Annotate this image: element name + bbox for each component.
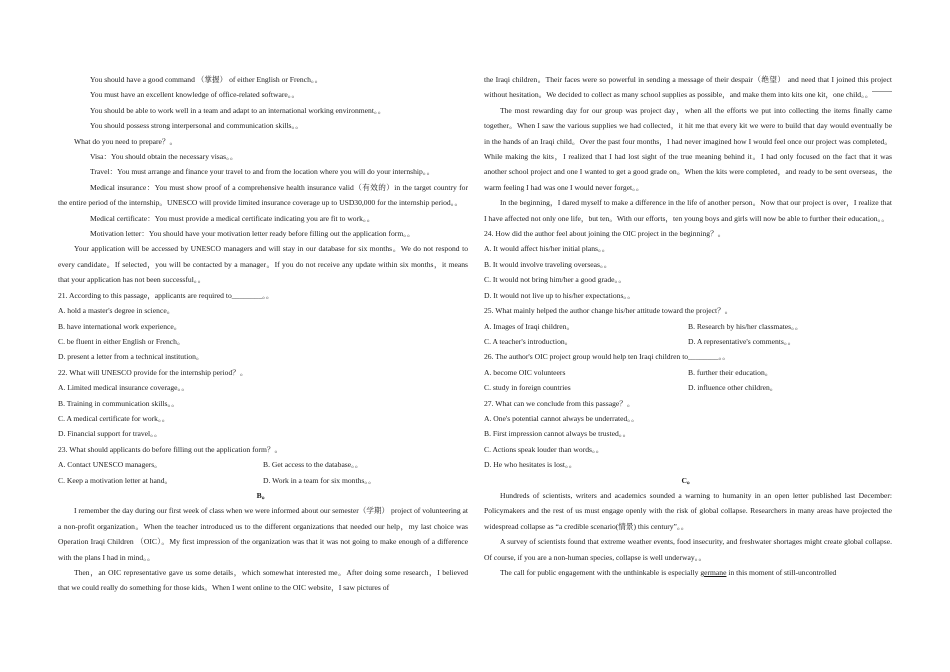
q21-option-d[interactable]: D. present a letter from a technical institution。 [58, 352, 204, 362]
q24-option-a[interactable]: A. It would affect his/her initial plans。。 [484, 244, 610, 254]
q23-option-a[interactable]: A. Contact UNESCO managers。 [58, 460, 162, 470]
q25-options-row-1 [484, 319, 892, 334]
prepare-visa: Visa：You should obtain the necessary visas。。 [90, 152, 238, 162]
passage-b-paragraph-2-continued: the Iraqi children。Their faces were so powerful in sending a message of their despair（绝望） and need that I joined this project without hesitation。We decided to collect as many school supplies as possible，and make them into kits one kit，one child。。 [484, 75, 892, 100]
q23-option-b[interactable]: B. Get access to the database。。 [263, 460, 363, 470]
question-22: 22. What will UNESCO provide for the internship period？。 [58, 367, 248, 377]
left-column [58, 72, 468, 596]
question-23: 23. What should applicants do before filling out the application form？。 [58, 444, 283, 454]
q24-option-c[interactable]: C. It would not bring him/her a good grade。。 [484, 275, 626, 285]
q21-option-c[interactable]: C. be fluent in either English or French。 [58, 336, 185, 346]
q25-option-b[interactable]: B. Research by his/her classmates。。 [688, 321, 803, 331]
q22-option-a[interactable]: A. Limited medical insurance coverage。。 [58, 383, 189, 393]
prepare-medical-certificate: Medical certificate：You must provide a medical certificate indicating you are fit to work。。 [90, 213, 375, 223]
prepare-medical-insurance: Medical insurance：You must show proof of a comprehensive health insurance valid（有效的）in the target country for the entire period of the internship。UNESCO will provide limited insurance coverage up to USD30,000 for the internship period。。 [58, 182, 468, 208]
q26-option-c[interactable]: C. study in foreign countries [484, 383, 571, 393]
section-b-heading: B。 [256, 490, 270, 500]
q21-option-b[interactable]: B. have international work experience。 [58, 321, 182, 331]
prepare-heading: What do you need to prepare？。 [74, 136, 178, 146]
requirement-teamwork: You should be able to work well in a team and adapt to an international working environment。。 [90, 105, 386, 115]
question-24: 24. How did the author feel about joining the OIC project in the beginning？。 [484, 229, 726, 239]
q23-option-c[interactable]: C. Keep a motivation letter at hand。 [58, 475, 173, 485]
passage-c-paragraph-1: Hundreds of scientists, writers and academics sounded a warning to humanity in an open letter published last December: Policymakers and the rest of us must engage openly with the risk of global collapse. Researchers in many areas have projected the widespread collapse as “a credible scenario(情景) this century”。。 [484, 490, 892, 531]
q22-option-b[interactable]: B. Training in communication skills。。 [58, 398, 179, 408]
q25-option-d[interactable]: D. A representative's comments。。 [688, 336, 796, 346]
question-25: 25. What mainly helped the author change his/her attitude toward the project？。 [484, 306, 733, 316]
q23-options-row-2 [58, 473, 468, 488]
q27-option-a[interactable]: A. One's potential cannot always be underrated。。 [484, 413, 639, 423]
q21-option-a[interactable]: A. hold a master's degree in science。 [58, 306, 175, 316]
passage-c-paragraph-3: The call for public engagement with the unthinkable is especially germane in this moment of still-uncontrolled [500, 568, 837, 577]
q25-option-c[interactable]: C. A teacher's introduction。 [484, 336, 573, 346]
requirement-software: You must have an excellent knowledge of office-related software。。 [90, 90, 300, 100]
right-column [484, 72, 892, 580]
q23-options-row-1 [58, 457, 468, 472]
application-notice: Your application will be accessed by UNESCO managers and will stay in our database for six months。We do not respond to every candidate。If selected，you will be contacted by a manager。If you do not receive any update within six months，it means that your application has not been successful。。 [58, 244, 468, 285]
q27-option-d[interactable]: D. He who hesitates is lost。。 [484, 460, 577, 470]
requirement-language: You should have a good command （掌握） of either English or French。。 [90, 75, 323, 84]
q24-option-d[interactable]: D. It would not live up to his/her expectations。。 [484, 290, 635, 300]
q26-option-d[interactable]: D. influence other children。 [688, 383, 778, 393]
q25-options-row-2 [484, 334, 892, 349]
q26-option-b[interactable]: B. further their education。 [688, 367, 773, 377]
passage-c-paragraph-2: A survey of scientists found that extreme weather events, food insecurity, and freshwater shortages might create global collapse. Of course, if you are a non-human species, collapse is well underway。。 [484, 537, 892, 562]
passage-b-paragraph-2: Then，an OIC representative gave us some details，which somewhat interested me。After doing some research，I believed that we could really do something for those kids。When I went online to the OIC website，I saw pictures of [58, 568, 468, 593]
requirement-skills: You should possess strong interpersonal and communication skills。。 [90, 121, 303, 131]
prepare-motivation-letter: Motivation letter：You should have your motivation letter ready before filling out the application form。。 [90, 229, 415, 239]
question-27: 27. What can we conclude from this passage？。 [484, 398, 635, 408]
section-c-heading: C。 [681, 475, 695, 485]
margin-rule [872, 91, 892, 92]
q26-options-row-1 [484, 365, 892, 380]
passage-b-paragraph-1: I remember the day during our first week of class when we were informed about our semester（学期） project of volunteering at a non-profit organization。When the teacher introduced us to the different organizations that needed our help，my last choice was Operation Iraqi Children （OIC）。My first impression of the organization was that it was not going to make enough of a difference with the plans I had in mind。。 [58, 506, 468, 562]
passage-b-paragraph-4: In the beginning，I dared myself to make a difference in the life of another person。Now that our project is over，I realize that I have affected not only one life，but ten。With our efforts，ten young boys and girls will now be able to further their education。。 [484, 198, 892, 223]
q22-option-d[interactable]: D. Financial support for travel。。 [58, 429, 162, 439]
q25-option-a[interactable]: A. Images of Iraqi children。 [484, 321, 575, 331]
q22-option-c[interactable]: C. A medical certificate for work。。 [58, 413, 170, 423]
underlined-word-germane: germane [700, 568, 727, 577]
q27-option-b[interactable]: B. First impression cannot always be trusted。。 [484, 429, 631, 439]
passage-b-paragraph-3: The most rewarding day for our group was project day，when all the efforts we put into collecting the items finally came together。When I saw the various supplies we had collected，it hit me that every kit we were to build that day would eventually be in the hands of an Iraqi child。Over the past four months，I had never imagined how I would feel once our project was completed。While making the kits，I realized that I had lost sight of the true meaning behind it。I had only focused on the fact that it was another school project and one I wanted to get a good grade on。When the kits were completed，and ready to be sent overseas，the warm feeling I had was one I would never forget。。 [484, 105, 892, 192]
question-21: 21. According to this passage，applicants are required to________。。 [58, 290, 274, 300]
q26-option-a[interactable]: A. become OIC volunteers [484, 367, 566, 377]
question-26: 26. The author's OIC project group would help ten Iraqi children to________。。 [484, 352, 730, 362]
q27-option-c[interactable]: C. Actions speak louder than words。。 [484, 444, 604, 454]
prepare-travel: Travel：You must arrange and finance your travel to and from the location where you will do your internship。。 [90, 167, 435, 177]
q24-option-b[interactable]: B. It would involve traveling overseas。。 [484, 259, 612, 269]
q23-option-d[interactable]: D. Work in a team for six months。。 [263, 475, 376, 485]
q26-options-row-2 [484, 380, 892, 395]
